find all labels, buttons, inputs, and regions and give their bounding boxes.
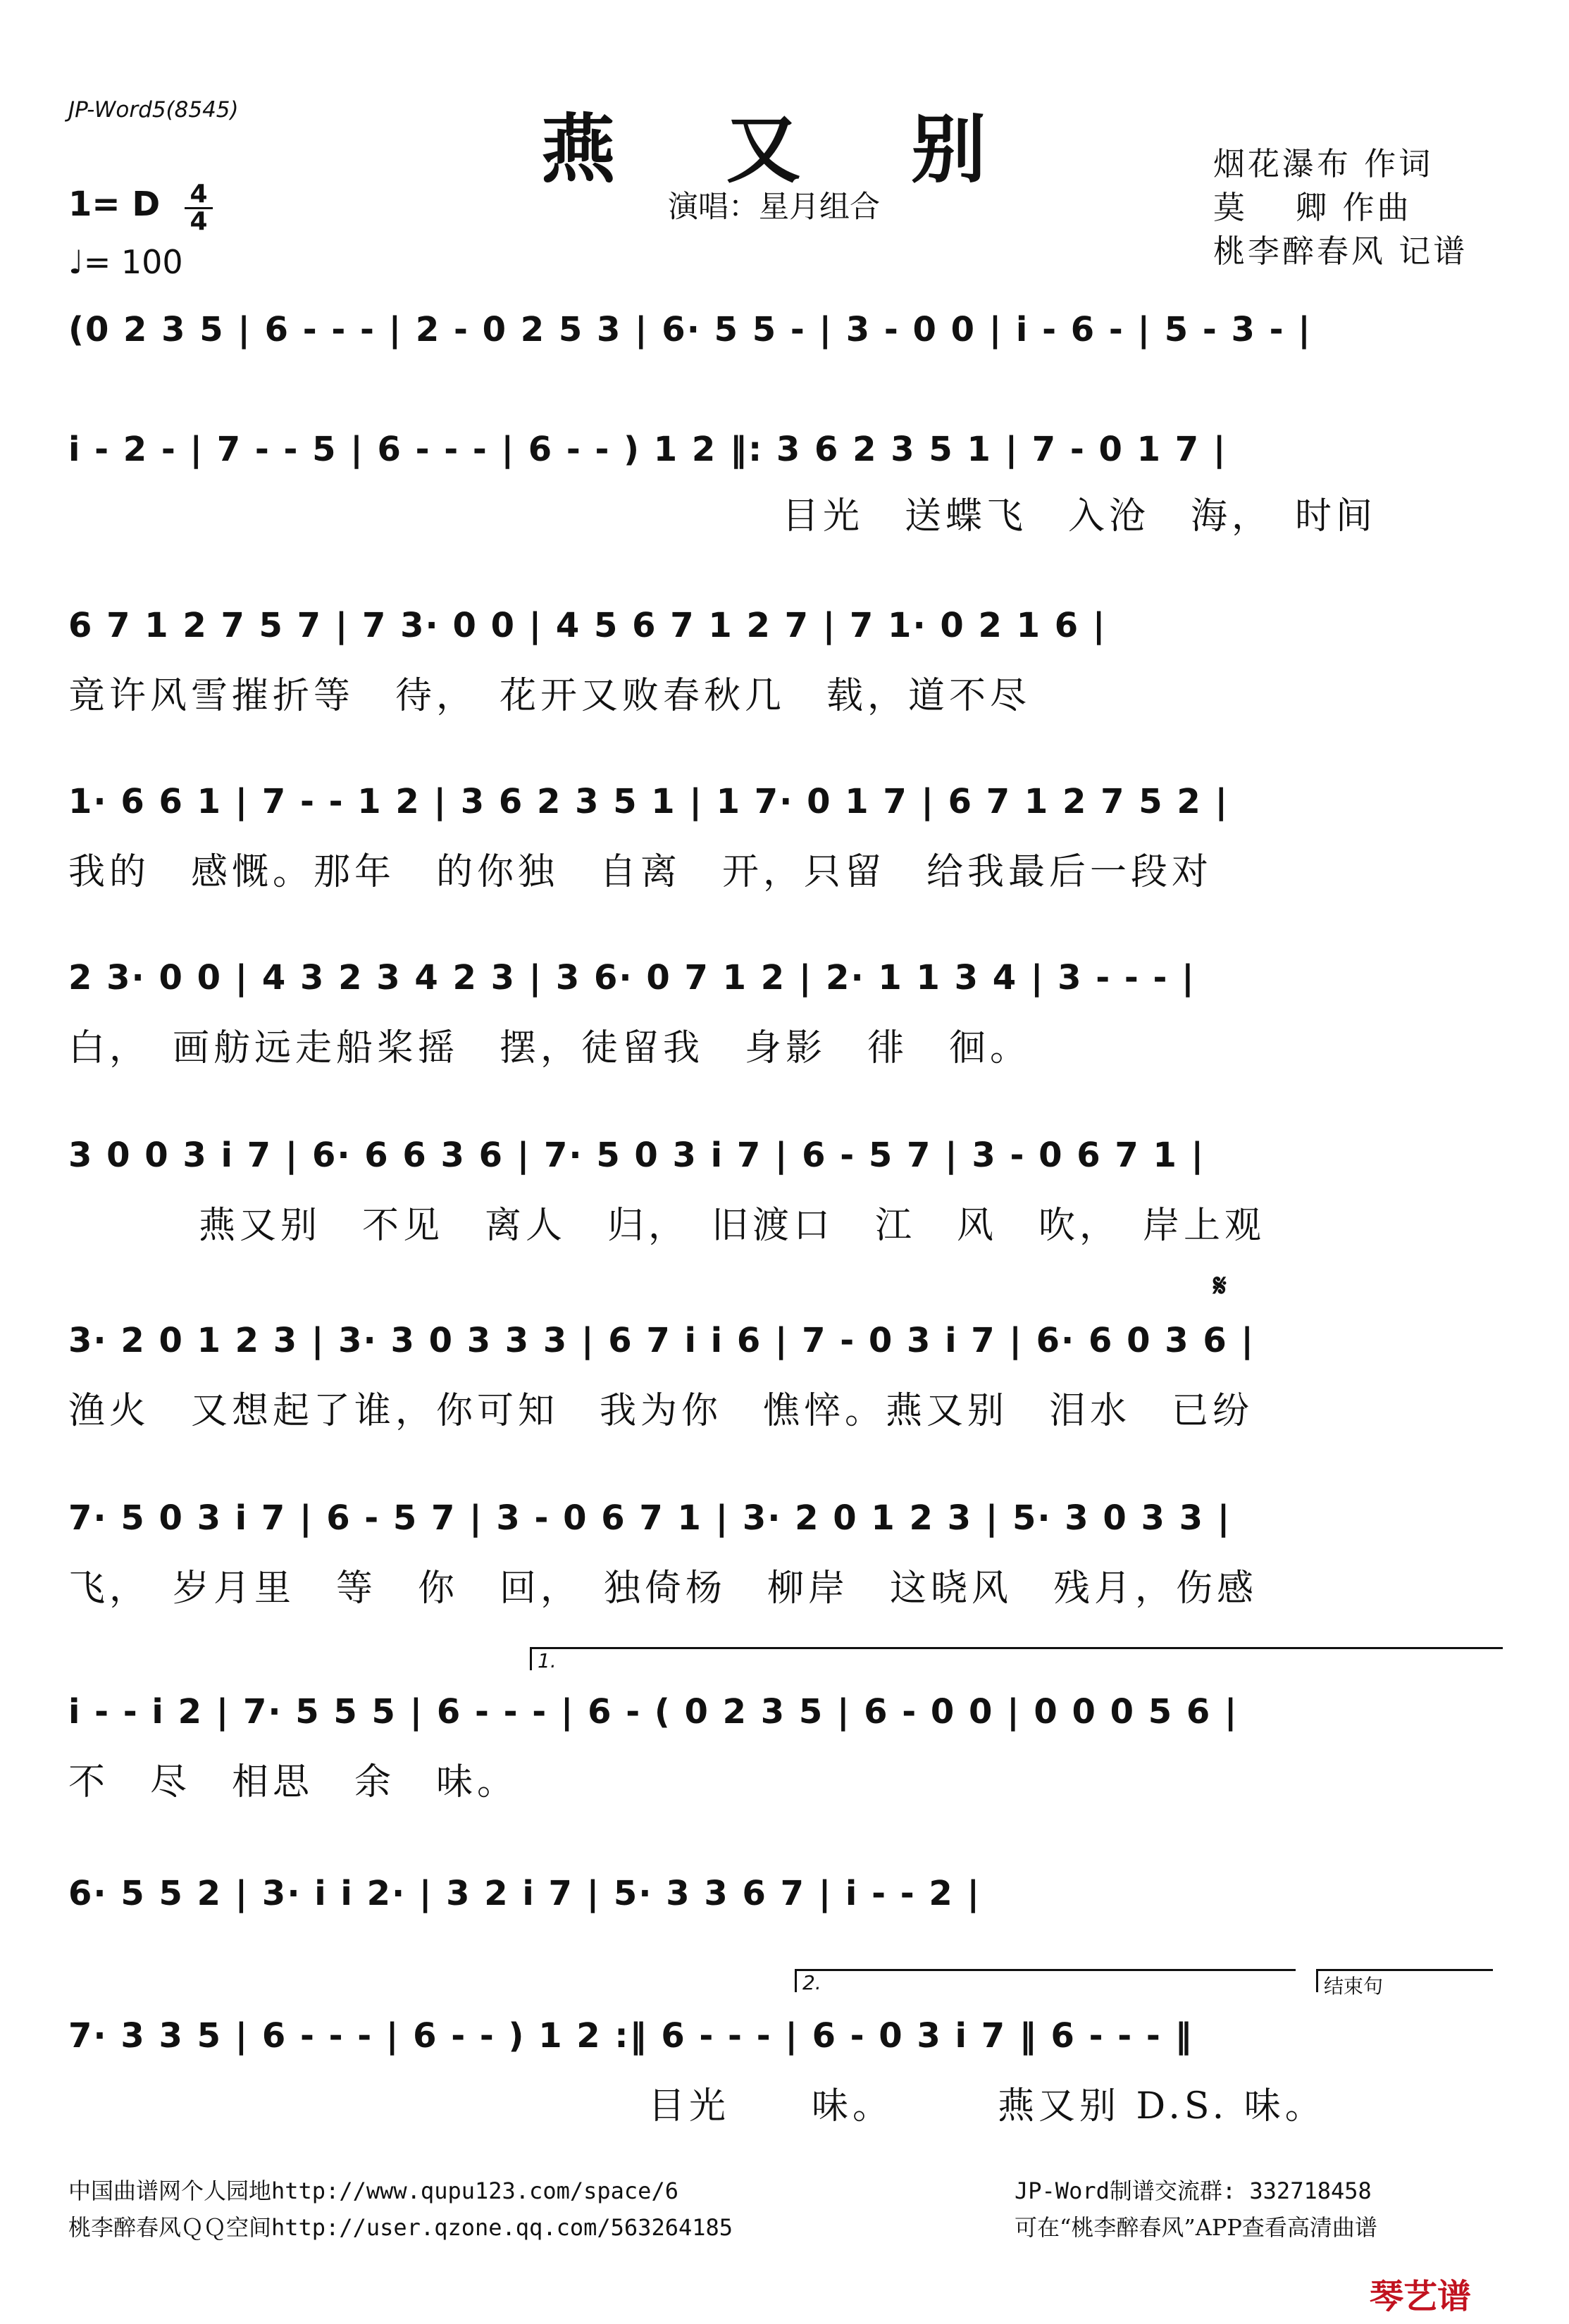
software-label: JP-Word5(8545) [68,97,239,123]
key-signature: 1= D [68,185,161,224]
qinyipu-logo: 琴艺谱 [1370,2277,1472,2316]
footer-website: 中国曲谱网个人园地http://www.qupu123.com/space/6 [68,2177,678,2204]
time-signature-top: 4 [185,182,213,209]
score-system-2 [0,430,1569,599]
volta-2-label: 2. [802,1971,821,1994]
notation-line: 7· 3 3 5 | 6 - - - | 6 - - ) 1 2 :‖ 6 - - - | 6 - 0 3 i 7 ‖ 6 - - - ‖ [68,2016,1193,2056]
notation-line: i - - i 2 | 7· 5 5 5 | 6 - - - | 6 - ( 0 2 3 5 | 6 - 0 0 | 0 0 0 5 6 | [68,1692,1239,1732]
segno-sign: 𝄋 [1213,1268,1227,1304]
score-system-7 [0,1321,1569,1490]
lyrics-line: 目光 味。 燕又别 D.S. 味。 [648,2085,1326,2127]
lyricist-credit: 烟花瀑布 作词 [1213,145,1434,182]
ending-bracket [1316,1969,1493,1998]
notation-line: 6· 5 5 2 | 3· i i 2· | 3 2 i 7 | 5· 3 3 6 7 | i - - 2 | [68,1874,981,1913]
score-system-4 [0,782,1569,951]
score-system-6 [0,1136,1569,1305]
composer-credit: 莫 卿 作曲 [1213,189,1412,226]
volta-bracket-1 [530,1647,1503,1670]
lyrics-line: 飞， 岁月里 等 你 回， 独倚杨 柳岸 这晓风 残月，伤感 [68,1567,1258,1610]
lyrics-line: 竟许风雪摧折等 待， 花开又败春秋几 载，道不尽 [68,675,1031,717]
score-system-11 [0,2016,1569,2185]
time-signature [185,182,213,235]
lyrics-line: 我的 感慨。那年 的你独 自离 开，只留 给我最后一段对 [68,851,1213,893]
score-system-8 [0,1498,1569,1667]
notation-line: 2 3· 0 0 | 4 3 2 3 4 2 3 | 3 6· 0 7 1 2 | 2· 1 1 3 4 | 3 - - - | [68,958,1196,998]
footer-group: JP-Word制谱交流群: 332718458 [1015,2177,1372,2204]
footer-qzone: 桃李醉春风ＱＱ空间http://user.qzone.qq.com/563264185 [68,2214,733,2241]
lyrics-line: 燕又别 不见 离人 归， 旧渡口 江 风 吹， 岸上观 [199,1205,1266,1247]
song-title: 燕 又 别 [540,105,1029,193]
time-signature-bottom: 4 [190,207,208,236]
notation-line: i - 2 - | 7 - - 5 | 6 - - - | 6 - - ) 1 2 ‖: 3 6 2 3 5 1 | 7 - 0 1 7 | [68,430,1227,469]
notation-line: (0 2 3 5 | 6 - - - | 2 - 0 2 5 3 | 6· 5 5 - | 3 - 0 0 | i - 6 - | 5 - 3 - | [68,310,1312,349]
lyrics-line: 目光 送蝶飞 入沧 海， 时间 [782,495,1377,537]
volta-1-label: 1. [538,1649,557,1672]
score-system-9 [0,1692,1569,1861]
ending-label: 结束句 [1324,1975,1384,1998]
notation-line: 3· 2 0 1 2 3 | 3· 3 0 3 3 3 | 6 7 i i 6 | 7 - 0 3 i 7 | 6· 6 0 3 6 | [68,1321,1255,1360]
notation-line: 7· 5 0 3 i 7 | 6 - 5 7 | 3 - 0 6 7 1 | 3· 2 0 1 2 3 | 5· 3 0 3 3 | [68,1498,1232,1538]
singer-credit: 演唱：星月组合 [668,189,880,225]
footer-app-note: 可在“桃李醉春风”APP查看高清曲谱 [1015,2214,1377,2241]
score-system-3 [0,606,1569,775]
notation-line: 3 0 0 3 i 7 | 6· 6 6 3 6 | 7· 5 0 3 i 7 | 6 - 5 7 | 3 - 0 6 7 1 | [68,1136,1205,1175]
notation-line: 6 7 1 2 7 5 7 | 7 3· 0 0 | 4 5 6 7 1 2 7 | 7 1· 0 2 1 6 | [68,606,1107,645]
volta-bracket-2 [795,1969,1296,1992]
lyrics-line: 不 尽 相思 余 味。 [68,1761,519,1803]
lyrics-line: 渔火 又想起了谁，你可知 我为你 憔悴。燕又别 泪水 已纷 [68,1390,1254,1432]
notation-line: 1· 6 6 1 | 7 - - 1 2 | 3 6 2 3 5 1 | 1 7· 0 1 7 | 6 7 1 2 7 5 2 | [68,782,1229,821]
lyrics-line: 白， 画舫远走船桨摇 摆，徒留我 身影 徘 徊。 [68,1027,1031,1069]
score-system-5 [0,958,1569,1127]
transcriber-credit: 桃李醉春风 记谱 [1213,232,1468,270]
tempo-marking: ♩= 100 [68,243,183,281]
